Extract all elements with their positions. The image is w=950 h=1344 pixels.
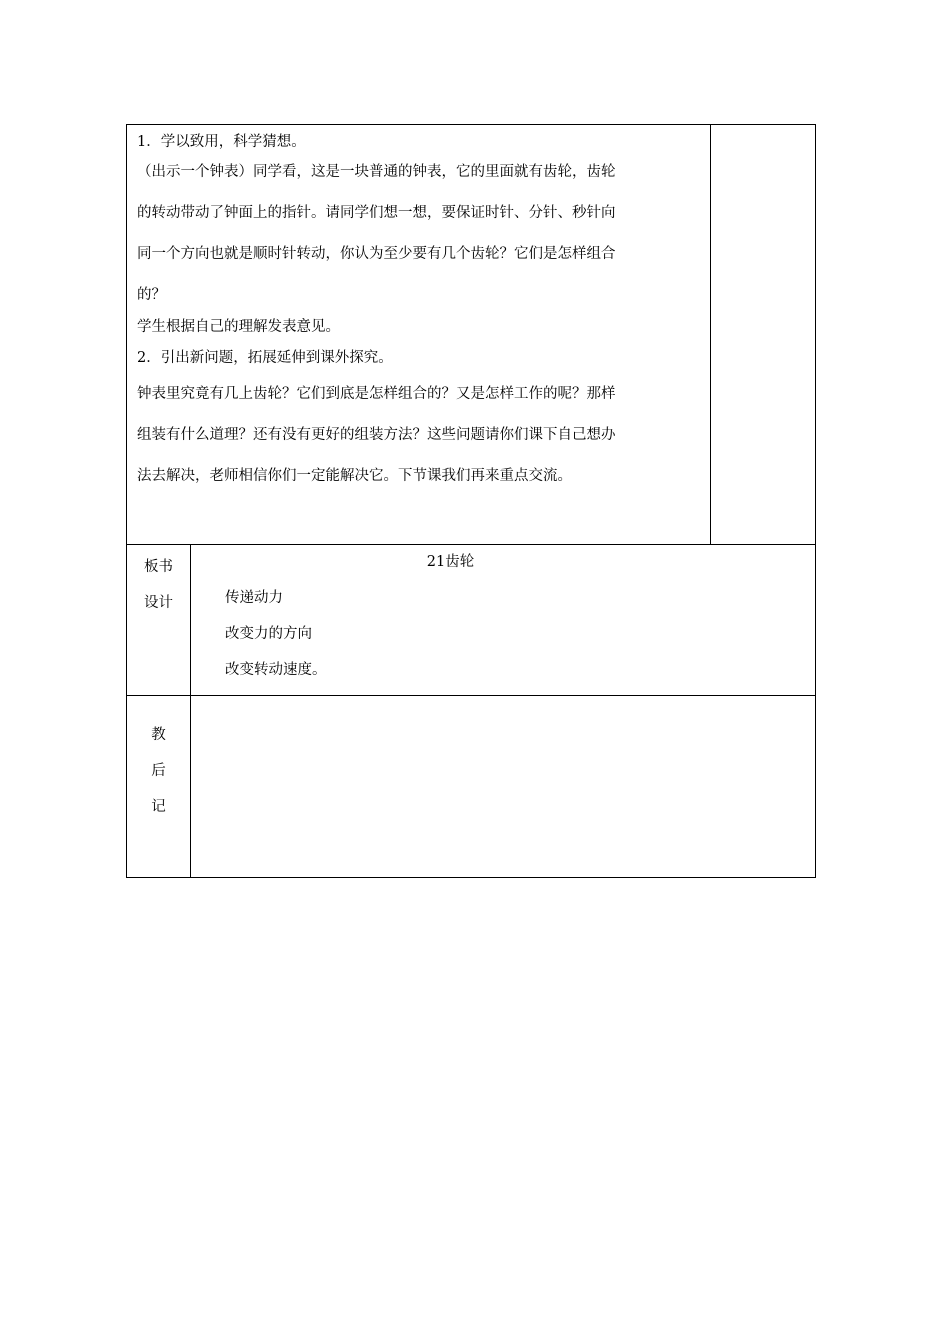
heading-2: 2．引出新问题，拓展延伸到课外探究。	[137, 350, 393, 366]
paragraph-line: 组装有什么道理？还有没有更好的组装方法？这些问题请你们课下自己想办	[137, 427, 616, 443]
reflection-row	[127, 696, 816, 878]
lesson-plan-table	[126, 124, 816, 878]
paragraph-2: 学生根据自己的理解发表意见。	[137, 319, 340, 335]
activity-row	[127, 125, 816, 545]
reflection-label-cell	[127, 696, 191, 878]
paragraph-line: （出示一个钟表）同学看，这是一块普通的钟表，它的里面就有齿轮，齿轮	[137, 164, 616, 180]
reflection-label-char: 后	[151, 763, 166, 779]
notes-cell	[711, 125, 816, 545]
board-item: 改变转动速度。	[225, 662, 327, 678]
activity-content-cell	[127, 125, 711, 545]
paragraph-line: 的转动带动了钟面上的指针。请同学们想一想，要保证时针、分针、秒针向	[137, 205, 616, 221]
board-title: 21齿轮	[426, 554, 475, 570]
paragraph-line: 钟表里究竟有几上齿轮？它们到底是怎样组合的？又是怎样工作的呢？那样	[137, 386, 616, 402]
board-item: 改变力的方向	[225, 626, 312, 642]
board-design-content-cell	[191, 545, 816, 696]
board-item: 传递动力	[225, 590, 283, 606]
reflection-label-char: 教	[151, 727, 166, 743]
board-design-row	[127, 545, 816, 696]
board-design-label-cell	[127, 545, 191, 696]
heading-1: 1．学以致用，科学猜想。	[137, 134, 306, 150]
reflection-content-cell	[191, 696, 816, 878]
board-label-line-1: 板书	[144, 559, 173, 575]
paragraph-line: 同一个方向也就是顺时针转动，你认为至少要有几个齿轮？它们是怎样组合	[137, 246, 616, 262]
board-label-line-2: 设计	[144, 595, 173, 611]
reflection-label-char: 记	[151, 799, 166, 815]
paragraph-line: 的？	[137, 287, 166, 303]
paragraph-line: 法去解决，老师相信你们一定能解决它。下节课我们再来重点交流。	[137, 468, 572, 484]
